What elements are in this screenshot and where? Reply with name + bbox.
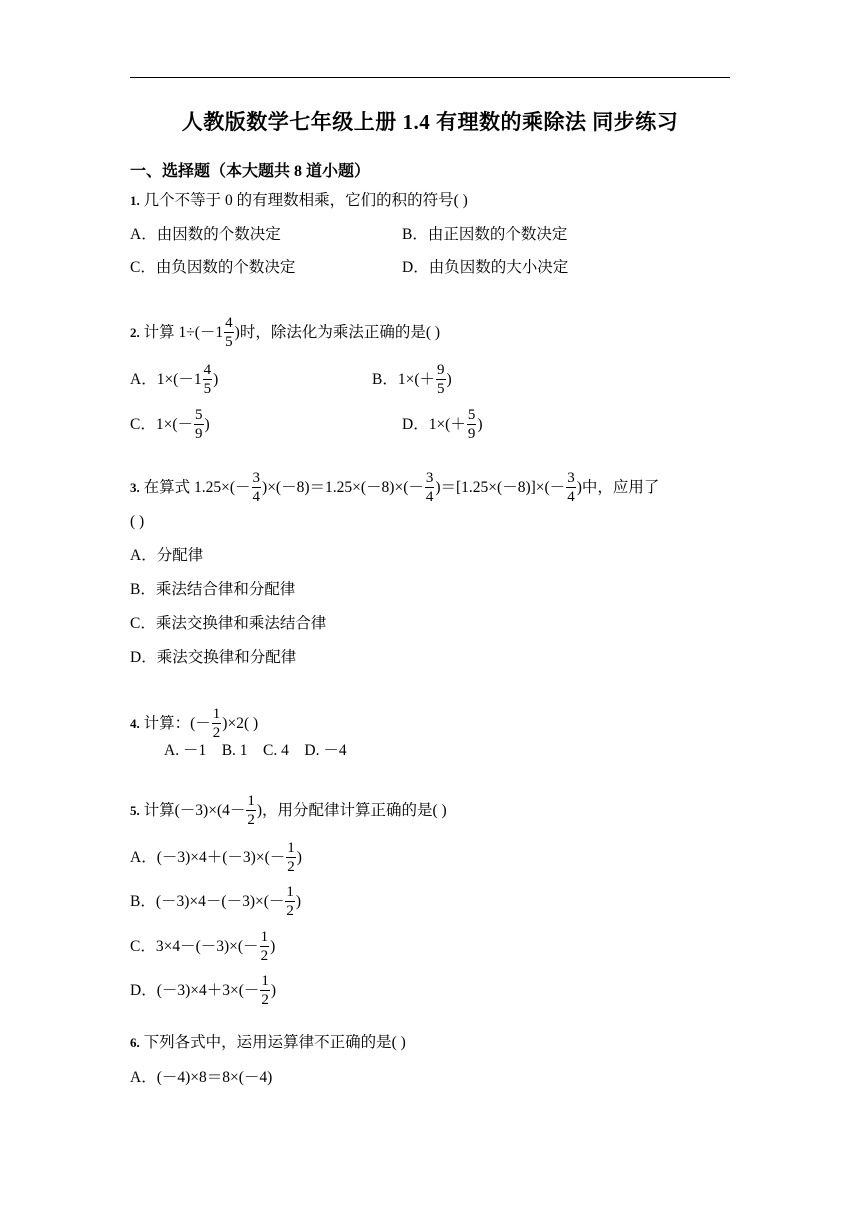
fraction [212,706,222,743]
q3-answer-blank: ( ) [130,513,145,530]
q2-option-d [402,407,483,444]
denominator: 5 [437,381,445,397]
denominator: 5 [225,334,233,350]
q5-option-d [130,973,276,1010]
q6-option-a: A．(－4)×8＝8×(－4) [130,1069,273,1086]
numerator: 1 [286,884,294,900]
option-text: C．3×4－(－3)×(－ [130,938,259,956]
question-number: 1. [130,193,140,208]
numerator: 4 [225,315,233,331]
numerator: 1 [247,793,255,809]
denominator: 4 [567,489,575,505]
fraction [194,407,204,444]
denominator: 2 [286,903,294,919]
fraction [260,973,270,1010]
q3-option-c: C．乘法交换律和乘法结合律 [130,615,327,632]
denominator: 2 [212,725,221,741]
header-rule [130,77,730,78]
q5-option-a [130,840,302,877]
fraction [436,362,446,399]
q3-option-b: B．乘法结合律和分配律 [130,581,296,598]
q1-option-a: A．由因数的个数决定 [130,226,281,243]
numerator: 3 [567,470,575,486]
question-5 [130,793,447,830]
fraction [285,884,295,921]
q1-option-c: C．由负因数的个数决定 [130,259,296,276]
denominator: 2 [260,948,269,964]
q2-option-a [130,362,218,399]
numerator: 1 [260,929,269,945]
fraction [224,315,234,352]
option-text: ) [270,982,277,1000]
q2-option-b [372,362,452,399]
numerator: 1 [287,840,295,856]
q3-option-a: A．分配律 [130,547,204,564]
question-1 [130,191,468,211]
question-stem: 下列各式中，运用运算律不正确的是( ) [143,1034,406,1051]
question-number: 6. [130,1035,140,1050]
question-number: 4. [130,716,140,732]
stem-text: 计算 1÷(－1 [143,324,224,342]
numerator: 3 [252,470,261,486]
numerator: 1 [261,973,269,989]
option-text: A．1×(－1 [130,371,202,389]
question-stem: 几个不等于 0 的有理数相乘，它们的积的符号( ) [143,192,468,209]
denominator: 5 [203,381,212,397]
question-2 [130,315,440,352]
question-number: 2. [130,325,140,341]
stem-text: 计算(－3)×(4－ [143,802,246,820]
fraction [252,470,262,507]
fraction [425,470,435,507]
stem-text: )＝[1.25×(－8)]×(－ [435,479,566,497]
option-text: A．(－3)×4＋(－3)×(－ [130,849,286,867]
fraction [203,362,213,399]
option-text: ) [295,893,302,911]
question-4 [130,706,258,743]
fraction [260,929,270,966]
numerator: 1 [212,706,221,722]
option-text: D．1×(＋ [402,416,466,434]
question-number: 3. [130,480,140,496]
stem-text: )，用分配律计算正确的是( ) [256,802,447,820]
option-text: ) [296,849,302,867]
stem-text: )时，除法化为乘法正确的是( ) [234,324,441,342]
q1-option-b: B．由正因数的个数决定 [402,226,568,243]
option-text: D．(－3)×4＋3×(－ [130,982,260,1000]
option-text: B．(－3)×4－(－3)×(－ [130,893,285,911]
numerator: 9 [437,362,445,378]
stem-text: 计算：(－ [143,715,211,733]
stem-text: )×2( ) [222,715,259,733]
fraction [566,470,576,507]
option-text: C．1×(－ [130,416,193,434]
denominator: 9 [467,426,476,442]
numerator: 3 [425,470,434,486]
q1-option-d: D．由负因数的大小决定 [402,259,569,276]
fraction [246,793,256,830]
option-text: B．1×(＋ [372,371,435,389]
numerator: 4 [203,362,212,378]
numerator: 5 [195,407,203,423]
question-number: 5. [130,803,140,819]
option-text: ) [446,371,452,389]
q3-option-d: D．乘法交换律和分配律 [130,649,297,666]
denominator: 2 [247,812,255,828]
page-title: 人教版数学七年级上册 1.4 有理数的乘除法 同步练习 [181,110,679,134]
stem-text: 在算式 1.25×(－ [143,479,251,497]
q4-options: A. －1 B. 1 C. 4 D. －4 [164,742,347,759]
fraction [467,407,477,444]
question-6 [130,1033,406,1053]
stem-text: )×(－8)＝1.25×(－8)×(－ [262,479,424,497]
q5-option-b [130,884,301,921]
q5-option-c [130,929,275,966]
q2-option-c [130,407,210,444]
fraction [286,840,296,877]
denominator: 2 [261,992,269,1008]
question-3 [130,470,659,507]
option-text: ) [477,416,483,434]
option-text: ) [270,938,276,956]
section-heading: 一、选择题（本大题共 8 道小题） [130,163,371,180]
option-text: ) [204,416,210,434]
denominator: 9 [195,426,203,442]
numerator: 5 [467,407,476,423]
denominator: 4 [252,489,261,505]
stem-text: )中，应用了 [576,479,660,497]
option-text: ) [213,371,219,389]
denominator: 4 [425,489,434,505]
denominator: 2 [287,859,295,875]
